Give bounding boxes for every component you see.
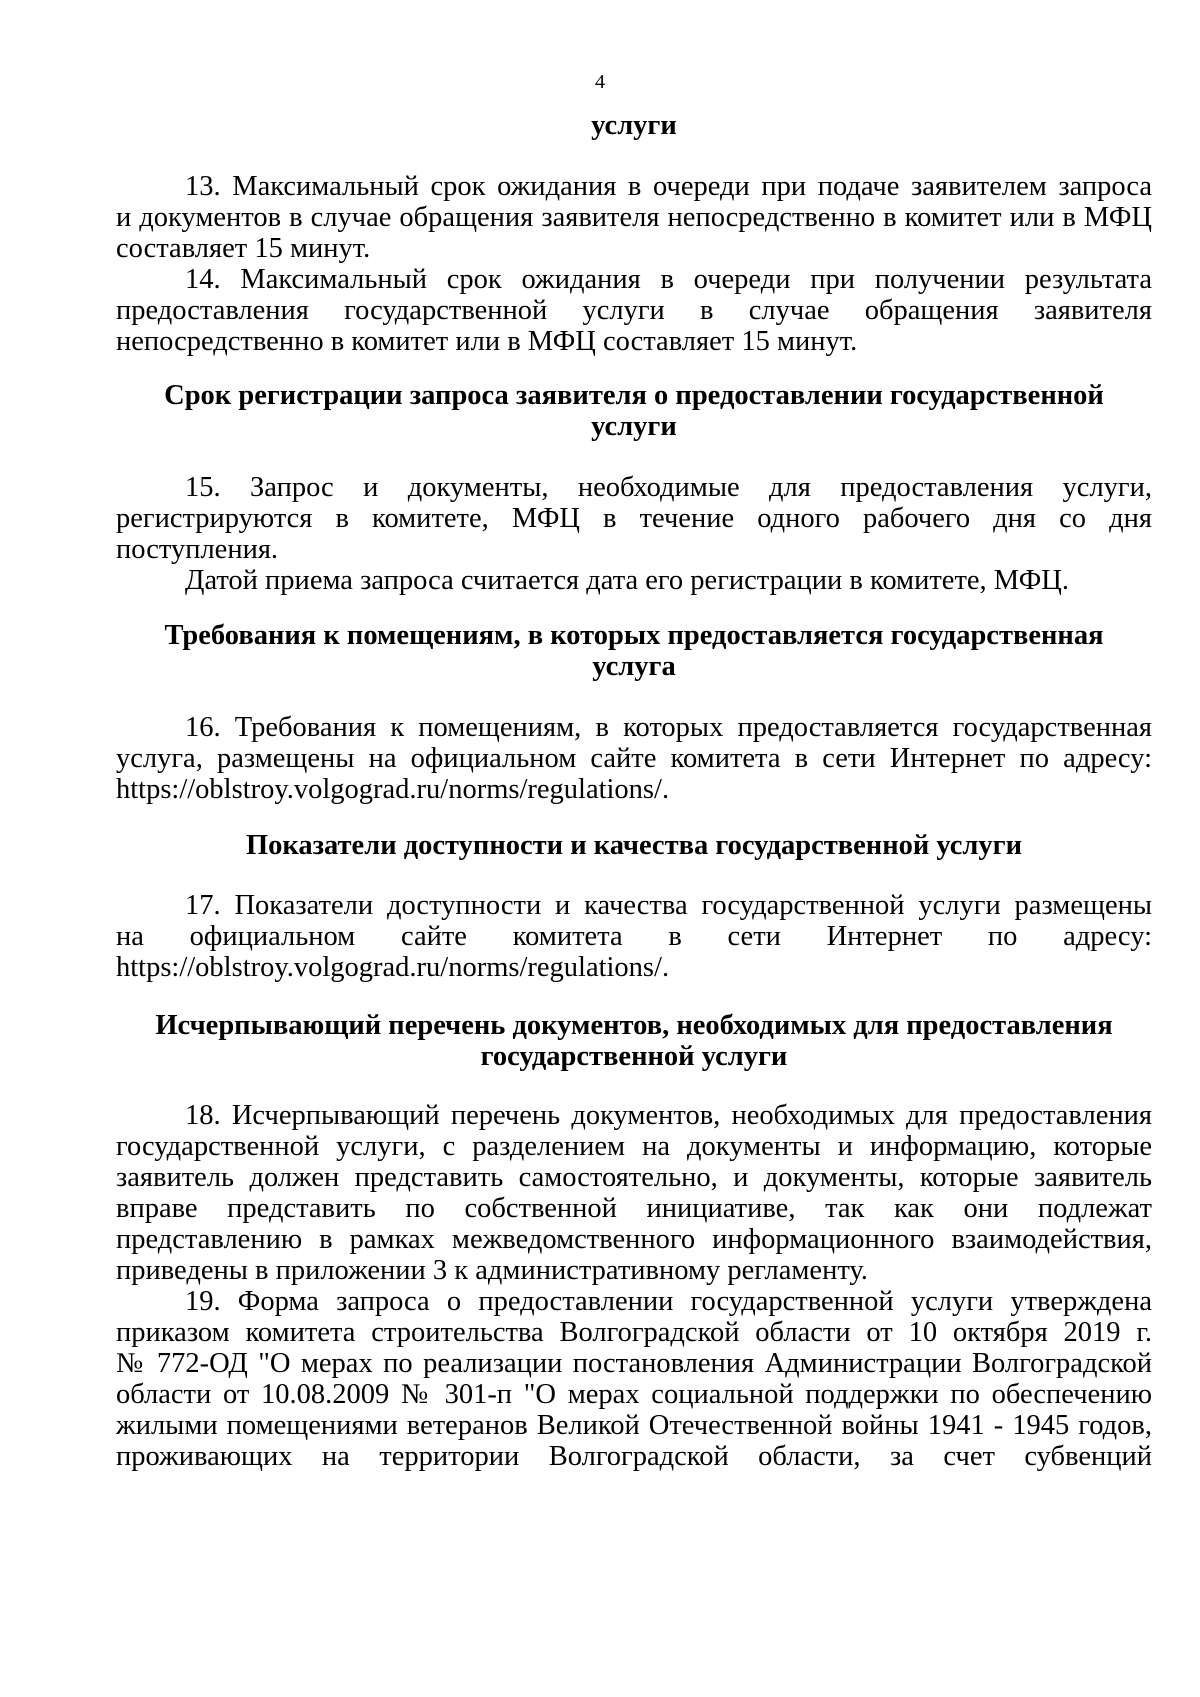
paragraph-line: заявитель должен представить самостоятельно, и документы, которые заявитель	[116, 1162, 1152, 1193]
section-heading: услуга	[592, 651, 676, 682]
paragraph-line: № 772-ОД "О мерах по реализации постановления Администрации Волгоградской	[116, 1348, 1152, 1379]
paragraph-line: области от 10.08.2009 № 301-п "О мерах социальной поддержки по обеспечению	[116, 1379, 1152, 1410]
paragraph-line: 13. Максимальный срок ожидания в очереди при подаче заявителем запроса	[185, 171, 1152, 202]
paragraph-line: и документов в случае обращения заявителя непосредственно в комитет или в МФЦ	[116, 202, 1152, 233]
paragraph-line: жилыми помещениями ветеранов Великой Отечественной войны 1941 - 1945 годов,	[116, 1410, 1152, 1441]
paragraph-line: https://oblstroy.volgograd.ru/norms/regulations/.	[116, 774, 670, 805]
paragraph-line: 16. Требования к помещениям, в которых предоставляется государственная	[185, 712, 1152, 743]
section-heading: услуги	[591, 110, 677, 141]
paragraph-line: государственной услуги, с разделением на документы и информацию, которые	[116, 1131, 1152, 1162]
paragraph-line: непосредственно в комитет или в МФЦ составляет 15 минут.	[116, 326, 858, 357]
paragraph-line: 19. Форма запроса о предоставлении государственной услуги утверждена	[185, 1286, 1152, 1317]
paragraph-line: регистрируются в комитете, МФЦ в течение одного рабочего дня со дня	[116, 503, 1152, 534]
paragraph-line: проживающих на территории Волгоградской области, за счет субвенций	[116, 1441, 1152, 1472]
paragraph-line: приведены в приложении 3 к административному регламенту.	[116, 1255, 868, 1286]
paragraph-line: 15. Запрос и документы, необходимые для предоставления услуги,	[185, 472, 1152, 503]
paragraph-line: на официальном сайте комитета в сети Интернет по адресу:	[116, 921, 1152, 952]
section-heading: услуги	[591, 411, 677, 442]
section-heading: Показатели доступности и качества государственной услуги	[245, 830, 1023, 861]
section-heading: Требования к помещениям, в которых предоставляется государственная	[164, 620, 1104, 651]
paragraph-line: поступления.	[116, 534, 279, 565]
paragraph-line: 18. Исчерпывающий перечень документов, необходимых для предоставления	[185, 1100, 1152, 1131]
section-heading: Исчерпывающий перечень документов, необходимых для предоставления	[155, 1010, 1113, 1041]
paragraph-line: предоставления государственной услуги в случае обращения заявителя	[116, 295, 1152, 326]
paragraph-line: представлению в рамках межведомственного информационного взаимодействия,	[116, 1224, 1152, 1255]
paragraph-line: составляет 15 минут.	[116, 233, 371, 264]
paragraph-line: https://oblstroy.volgograd.ru/norms/regulations/.	[116, 952, 670, 983]
section-heading: Срок регистрации запроса заявителя о предоставлении государственной	[164, 380, 1104, 411]
paragraph-line: 14. Максимальный срок ожидания в очереди при получении результата	[185, 264, 1152, 295]
paragraph-line: вправе представить по собственной инициативе, так как они подлежат	[116, 1193, 1152, 1224]
section-heading: государственной услуги	[480, 1041, 788, 1072]
paragraph-line: приказом комитета строительства Волгоградской области от 10 октября 2019 г.	[116, 1317, 1152, 1348]
paragraph-line: 17. Показатели доступности и качества государственной услуги размещены	[185, 890, 1152, 921]
page-number: 4	[595, 71, 605, 93]
paragraph-line: Датой приема запроса считается дата его регистрации в комитете, МФЦ.	[185, 565, 1069, 596]
paragraph-line: услуга, размещены на официальном сайте комитета в сети Интернет по адресу:	[116, 743, 1152, 774]
